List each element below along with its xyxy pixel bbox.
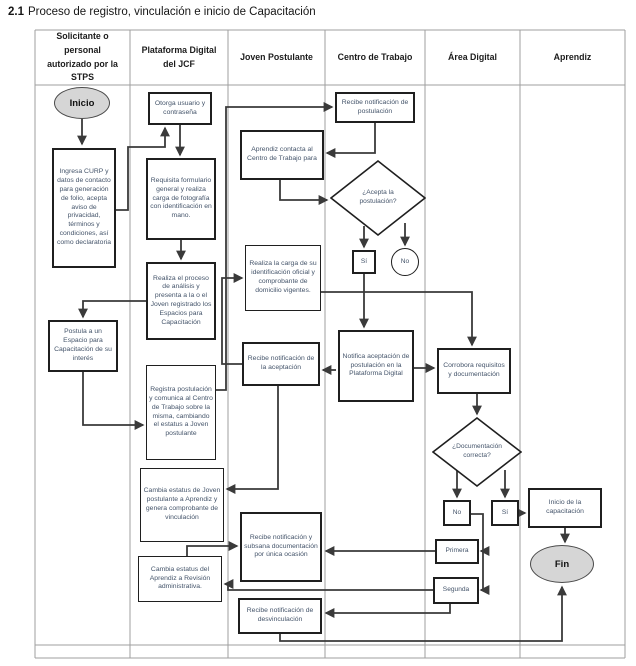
node-requisita-formulario: Requisita formulario general y realiza carga de fotografía con identificación en mano. — [146, 158, 216, 240]
node-notifica-aceptacion: Notifica aceptación de postulación en la Plataforma Digital — [338, 330, 414, 402]
title-number: 2.1 — [8, 6, 24, 18]
node-no-acepta: No — [391, 248, 419, 276]
node-registra-postulacion: Registra postulación y comunica al Centro de Trabajo sobre la misma, cambiando el estatus a Joven postulante — [146, 365, 216, 460]
arrow-segunda-to-cambia-aprendiz — [225, 584, 433, 590]
arrow-no2-to-segunda — [481, 551, 483, 590]
node-primera-ocasion: Primera — [435, 539, 479, 564]
node-si-documentacion: Sí — [491, 500, 519, 526]
node-ingresa-curp: Ingresa CURP y datos de contacto para generación de folio, acepta aviso de privacidad, términos y condiciones, así como declaratoria — [52, 148, 116, 268]
title-text: Proceso de registro, vinculación e inicio de Capacitación — [28, 6, 316, 18]
arrow-postula-to-registra — [83, 372, 143, 425]
arrow-recibe-postulacion-to-aprendiz-contacta — [327, 123, 375, 153]
lane-header-plataforma: Plataforma Digital del JCF — [141, 44, 217, 69]
node-cambia-estatus-joven: Cambia estatus de Joven postulante a Aprendiz y genera comprobante de vinculación — [140, 468, 224, 542]
decision-acepta-label: ¿Acepta la postulación? — [359, 189, 397, 205]
arrow-cambia-aprendiz-to-subsana — [187, 546, 237, 556]
node-inicio-capacitacion: Inicio de la capacitación — [528, 488, 602, 528]
node-decision-acepta-postulacion — [330, 160, 426, 236]
lane-header-solicitante: Solicitante o personal autorizado por la STPS — [47, 31, 118, 83]
arrow-recibe-aceptacion-to-cambia-joven — [227, 386, 278, 489]
arrow-segunda-to-desvinculacion — [326, 604, 450, 613]
arrow-aprendiz-contacta-to-acepta — [280, 180, 327, 200]
node-cambia-estatus-aprendiz: Cambia estatus del Aprendiz a Revisión administrativa. — [138, 556, 222, 602]
lane-header-centro-trabajo: Centro de Trabajo — [337, 51, 413, 62]
node-recibe-notificacion-aceptacion: Recibe notificación de la aceptación — [242, 342, 320, 386]
node-subsana-documentacion: Recibe notificación y subsana documentación por única ocasión — [240, 512, 322, 582]
node-corrobora-requisitos: Corrobora requisitos y documentación — [437, 348, 511, 394]
arrow-recibe-aceptacion-to-realiza-carga — [222, 278, 242, 364]
node-recibe-desvinculacion: Recibe notificación de desvinculación — [238, 598, 322, 634]
node-recibe-notificacion-postulacion: Recibe notificación de postulación — [335, 92, 415, 123]
lane-header-joven-postulante: Joven Postulante — [240, 51, 313, 62]
node-realiza-proceso-analisis: Realiza el proceso de análisis y presenta a la o el Joven registrado los Espacios para Capacitación — [146, 262, 216, 340]
decision-documentacion-label: ¿Documentación correcta? — [452, 443, 502, 459]
node-realiza-carga-identificacion: Realiza la carga de su identificación oficial y comprobante de domicilio vigentes. — [245, 245, 321, 311]
node-decision-documentacion-correcta — [432, 417, 522, 487]
node-otorga-usuario: Otorga usuario y contraseña — [148, 92, 212, 125]
node-no-documentacion: No — [443, 500, 471, 526]
node-fin-terminator: Fin — [530, 545, 594, 583]
node-aprendiz-contacta: Aprendiz contacta al Centro de Trabajo para — [240, 130, 324, 180]
node-postula-espacio: Postula a un Espacio para Capacitación de su interés — [48, 320, 118, 372]
arrow-realiza-proceso-to-postula — [83, 301, 146, 317]
lane-header-aprendiz: Aprendiz — [553, 51, 592, 62]
node-segunda-ocasion: Segunda — [433, 577, 479, 604]
node-si-acepta: Sí — [352, 250, 376, 274]
lane-header-area-digital: Área Digital — [448, 51, 497, 62]
node-inicio-terminator: Inicio — [54, 87, 110, 119]
